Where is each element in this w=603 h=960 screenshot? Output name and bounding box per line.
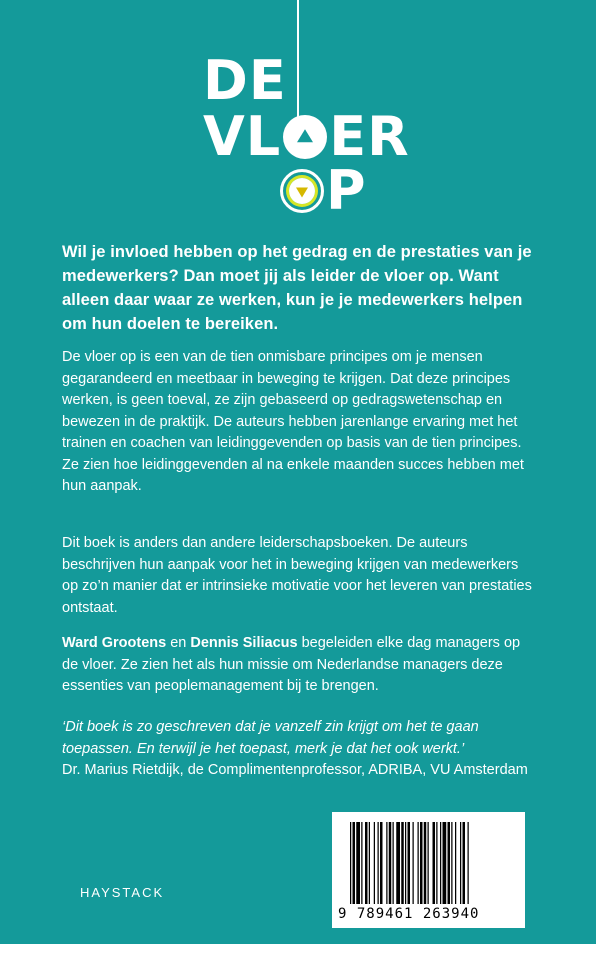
- paragraph-different: Dit boek is anders dan andere leiderschapsboeken. De auteurs beschrijven hun aanpak voor het in beweging krijgen van medewerkers op zo’n manier dat er intrinsieke motivatie voor het leveren van prestaties ontstaat.: [62, 535, 532, 616]
- barcode-bar: [455, 822, 456, 904]
- o-triangle-down-icon: [280, 169, 324, 213]
- barcode-bar: [420, 822, 423, 904]
- barcode-bar: [401, 822, 404, 904]
- barcode-bar: [396, 822, 400, 904]
- author-name-1: Ward Grootens: [62, 635, 167, 651]
- barcode-bar: [380, 822, 383, 904]
- barcode-bar: [393, 822, 394, 904]
- barcode-bar: [350, 822, 351, 904]
- barcode-bar: [468, 822, 469, 904]
- isbn-number: 9 789461 263940: [338, 906, 480, 922]
- title-line-2: [203, 105, 410, 168]
- barcode: [332, 812, 525, 928]
- barcode-bar: [463, 822, 466, 904]
- barcode-bar: [389, 822, 392, 904]
- barcode-bar: [451, 822, 452, 904]
- barcode-bar: [413, 822, 414, 904]
- title-line-1: [203, 49, 287, 112]
- barcode-bar: [408, 822, 411, 904]
- barcode-bar: [436, 822, 437, 904]
- title-line-3: [278, 159, 367, 222]
- barcode-bar: [356, 822, 360, 904]
- barcode-bar: [460, 822, 461, 904]
- barcode-bar: [428, 822, 429, 904]
- title-word-vloer-start: VL: [203, 105, 282, 168]
- barcode-bar: [365, 822, 368, 904]
- barcode-bar: [361, 822, 362, 904]
- barcode-bar: [353, 822, 356, 904]
- barcode-bar: [443, 822, 447, 904]
- barcode-bar: [448, 822, 451, 904]
- barcode-bar: [424, 822, 427, 904]
- barcode-bar: [440, 822, 441, 904]
- paragraph-authors: [62, 633, 532, 698]
- intro-text: Wil je invloed hebben op het gedrag en de prestaties van je medewerkers? Dan moet jij als leider de vloer op. Want alleen daar waar ze werken, kun je je medewerkers helpen om hun doelen te bereiken.: [62, 243, 532, 333]
- author-conjunction: en: [166, 635, 191, 651]
- barcode-bars: [350, 822, 510, 904]
- barcode-bar: [433, 822, 436, 904]
- title-word-op-end: P: [326, 159, 367, 222]
- barcode-bar: [405, 822, 406, 904]
- title-word-de: DE: [203, 49, 287, 112]
- quote-attribution: Dr. Marius Rietdijk, de Complimentenprofessor, ADRIBA, VU Amsterdam: [62, 762, 528, 778]
- o-triangle-up-icon: [283, 115, 327, 159]
- barcode-bar: [374, 822, 375, 904]
- barcode-bar: [369, 822, 370, 904]
- author-name-2: Dennis Siliacus: [190, 635, 298, 651]
- endorsement-quote: [62, 717, 532, 782]
- authors-description: begeleiden elke dag managers op de vloer. Ze zien het als hun missie om Nederlandse managers deze essenties van peoplemanagement bij te brengen.: [62, 635, 521, 694]
- publisher-logo: HAYSTACK: [80, 885, 165, 900]
- quote-text: ‘Dit boek is zo geschreven dat je vanzelf zin krijgt om het te gaan toepassen. En terwijl je het toepast, merk je dat het ook werkt.’: [62, 719, 479, 757]
- barcode-bar: [418, 822, 419, 904]
- paragraph-principles: De vloer op is een van de tien onmisbare principes om je mensen gegarandeerd en meetbaar in beweging te krijgen. Dat deze principes werken, is geen toeval, ze zijn gebaseerd op gedragswetenschap en bewezen in de praktijk. De auteurs hebben jarenlange ervaring met het trainen en coachen van leidinggevenden op basis van de tien principes. Ze zien hoe leidinggevenden al na enkele maanden succes hebben met hun aanpak.: [62, 349, 524, 494]
- title-word-vloer-end: ER: [329, 105, 410, 168]
- barcode-bar: [386, 822, 387, 904]
- barcode-bar: [378, 822, 379, 904]
